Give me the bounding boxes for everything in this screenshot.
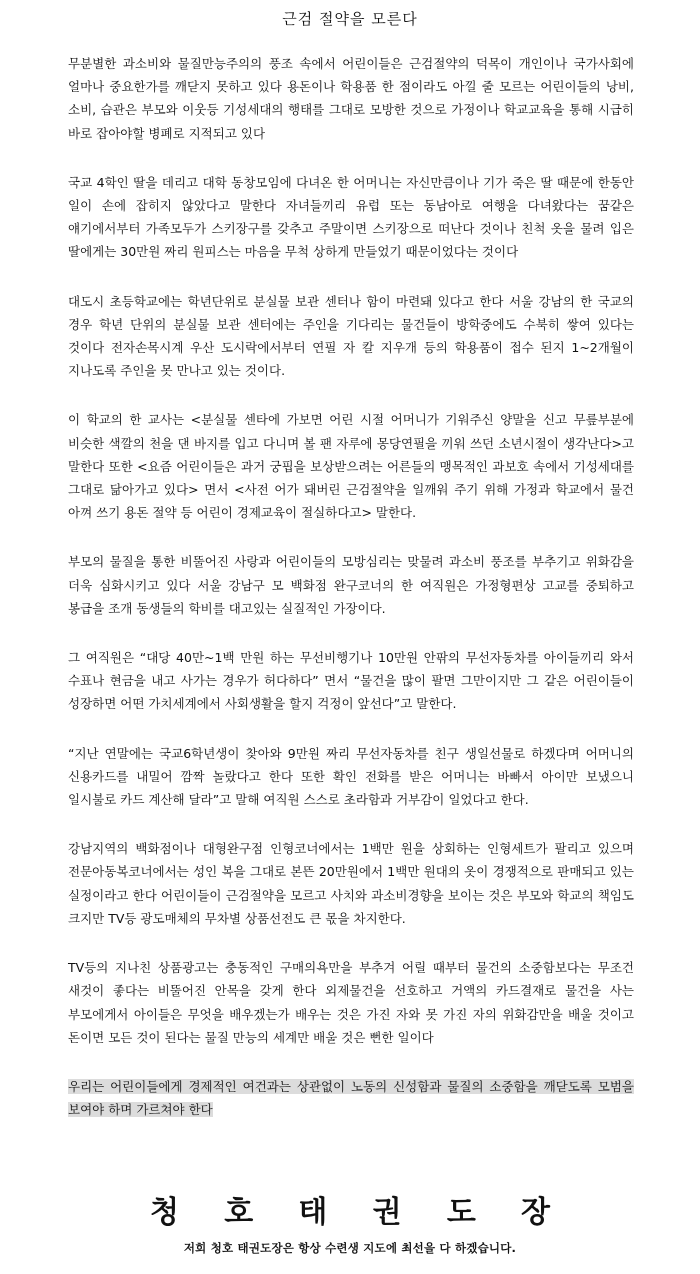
paragraph: 무분별한 과소비와 물질만능주의의 풍조 속에서 어린이들은 근검절약의 덕목이 개인이나 국가사회에 얼마나 중요한가를 깨닫지 못하고 있다 용돈이나 학용품 한 점이라도 아낄 줄 모르는 어린이들의 낭비, 소비, 습관은 부모와 이웃등 기성세대의 행태를 그대로 모방한 것으로 가정이나 학교교육을 통해 시급히 바로 잡아야할 병폐로 지적되고 있다 — [68, 56, 634, 141]
dojang-name-char: 권 — [372, 1195, 402, 1230]
dojang-name — [150, 1196, 550, 1230]
dojang-name-char: 호 — [224, 1195, 254, 1230]
paragraph: TV등의 지나친 상품광고는 충동적인 구매의욕만을 부추겨 어릴 때부터 물건의 소중함보다는 무조건 새것이 좋다는 비뚤어진 안목을 갖게 한다 외제물건을 선호하고 거액의 카드결재로 물건을 사는 부모에게서 아이들은 무엇을 배우겠는가 배우는 것은 가진 자와 못 가진 자의 위화감만을 배울 것이고 돈이면 모든 것이 된다는 물질 만능의 세계만 배울 것은 뻔한 일이다 — [68, 960, 634, 1045]
document-title: 근검 절약을 모른다 — [282, 10, 418, 28]
document-body — [68, 52, 634, 1147]
dojang-name-char: 장 — [521, 1195, 550, 1230]
paragraph: 부모의 물질을 통한 비뚤어진 사랑과 어린이들의 모방심리는 맞물려 과소비 풍조를 부추기고 위화감을 더욱 심화시키고 있다 서울 강남구 모 백화점 완구코너의 한 여직원은 가정형편상 고교를 중퇴하고 봉급을 조개 동생들의 학비를 대고있는 실질적인 가장이다. — [68, 554, 634, 616]
paragraph: 국교 4학인 딸을 데리고 대학 동창모임에 다녀온 한 어머니는 자신만큼이나 기가 죽은 딸 때문에 한동안 일이 손에 잡히지 않았다고 말한다 자녀들끼리 유럽 또는 동남아로 여행을 다녀왔다는 꿈같은 얘기에서부터 가족모두가 스키장구를 갖추고 주말이면 스키장으로 떠난다 것이나 친척 옷을 물려 입은 딸에게는 30만원 짜리 원피스는 마음을 무척 상하게 만들었기 때문이었다는 것이다 — [68, 174, 634, 260]
dojang-name-char: 도 — [446, 1195, 476, 1230]
paragraph: “지난 연말에는 국교6학년생이 찾아와 9만원 짜리 무선자동차를 친구 생일선물로 하겠다며 어머니의 신용카드를 내밀어 깜짝 놀랐다고 한다 또한 확인 전화를 받은 어머니는 바빠서 아이만 보냈으니 일시불로 카드 계산해 달라”고 말해 여직원 스스로 초라함과 거부감이 일었다고 한다. — [68, 745, 634, 808]
dojang-tagline: 저희 청호 태권도장은 항상 수련생 지도에 최선을 다 하겠습니다. — [183, 1241, 517, 1255]
paragraph: 이 학교의 한 교사는 <분실물 센타에 가보면 어린 시절 어머니가 기워주신 양말을 신고 무릎부분에 비슷한 색깔의 천을 댄 바지를 입고 다니며 볼 팬 자루에 몽당연필을 끼워 쓰던 소년시절이 생각난다>고 말한다 또한 <요즘 어린이들은 과거 궁핍을 보상받으려는 어른들의 맹목적인 과보호 속에서 기성세대를 그대로 닮아가고 있다> 면서 <사전 어가 돼버린 근검절약을 일깨워 주기 위해 가정과 학교에서 물건 아껴 쓰기 용돈 절약 등 어린이 경제교육이 절실하다고> 말한다. — [68, 412, 634, 521]
closing-highlight-text: 우리는 어린이들에게 경제적인 여건과는 상관없이 노동의 신성함과 물질의 소중함을 깨닫도록 모범을 보여야 하며 가르쳐야 한다 — [68, 1078, 634, 1118]
paragraph: 그 여직원은 “대당 40만~1백 만원 하는 무선비행기나 10만원 안팎의 무선자동차를 아이들끼리 와서 수표나 현금을 내고 사가는 경우가 허다하다” 면서 “물건을 많이 팔면 그만이지만 그 같은 어린이들이 성장하면 어떤 가치세계에서 사회생활을 할지 걱정이 앞선다”고 말한다. — [68, 650, 634, 712]
paragraph: 대도시 초등학교에는 학년단위로 분실물 보관 센터나 함이 마련돼 있다고 한다 서울 강남의 한 국교의 경우 학년 단위의 분실물 보관 센터에는 주인을 기다리는 물건들이 방학중에도 수북히 쌓여 있다는 것이다 전자손목시계 우산 도시락에서부터 연필 자 칼 지우개 등의 학용품이 접수 된지 1~2개월이 지나도록 주인을 못 만나고 있는 것이다. — [68, 293, 634, 379]
paragraph: 강남지역의 백화점이나 대형완구점 인형코너에서는 1백만 원을 상회하는 인형세트가 팔리고 있으며 전문아동복코너에서는 성인 복을 그대로 본뜬 20만원에서 1백만 원대의 옷이 경쟁적으로 판매되고 있는 실정이라고 한다 어린이들이 근검절약을 모르고 사치와 과소비경향을 보이는 것은 부모와 학교의 책임도 크지만 TV등 광도매체의 무차별 상품선전도 큰 몫을 차지한다. — [68, 841, 634, 926]
dojang-name-char: 태 — [298, 1195, 328, 1230]
closing-paragraph — [68, 1075, 634, 1121]
dojang-name-char: 청 — [150, 1195, 179, 1230]
